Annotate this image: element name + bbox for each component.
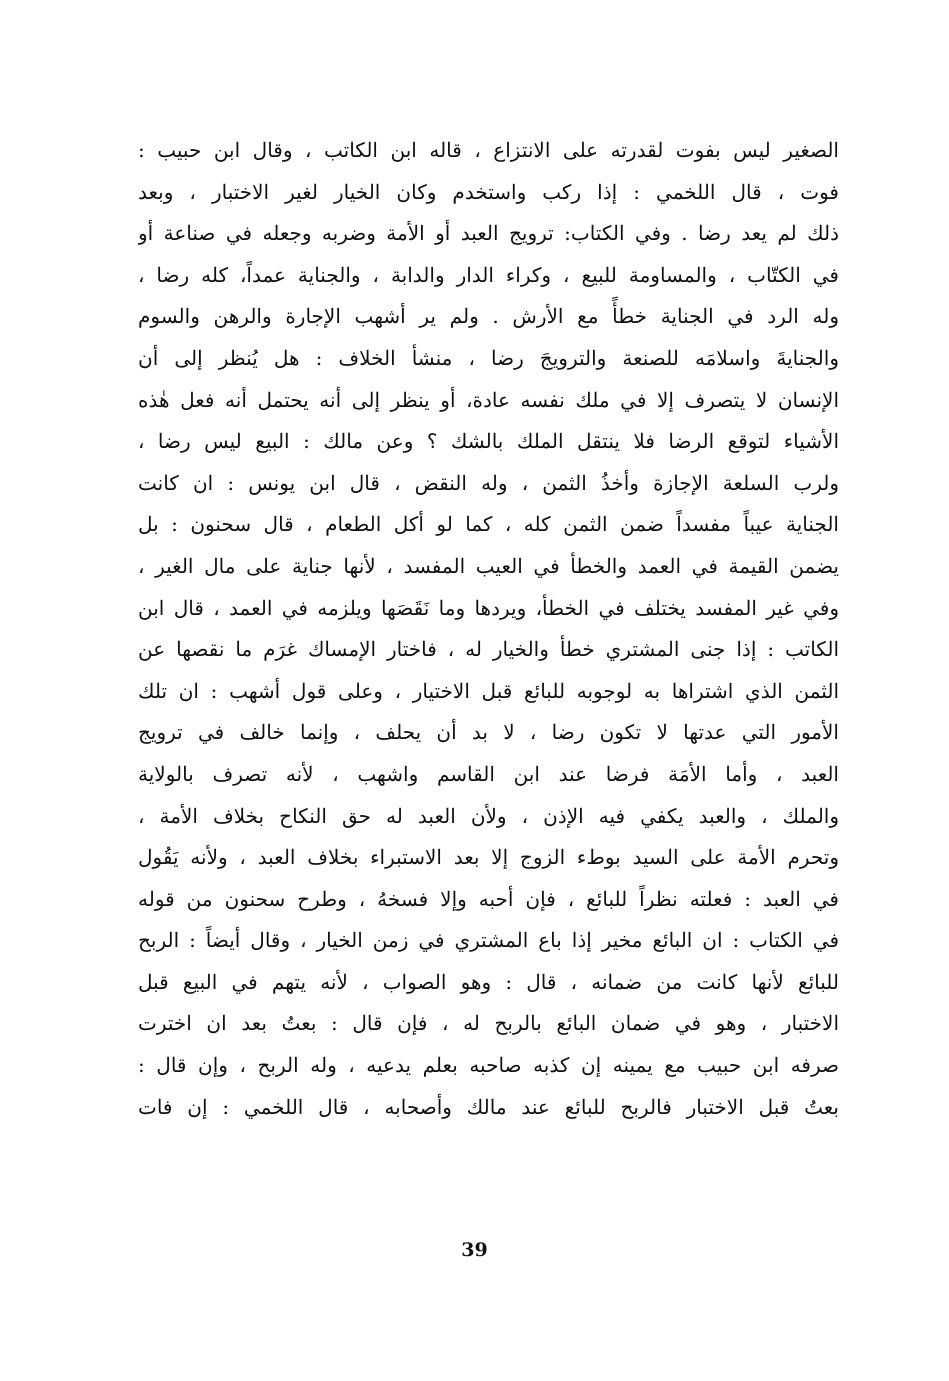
text-line: في الكتاب : ان البائع مخير إذا باع المشتري في زمن الخيار ، وقال أيضاً : الربح (138, 928, 839, 953)
text-line: ذلك لم يعد رضا . وفي الكتاب: ترويج العبد أو الأمة وضربه وجعله في صناعة أو (138, 221, 839, 246)
text-line: العبد ، وأما الأمَة فرضا عند ابن القاسم واشهب ، لأنه تصرف بالولاية (138, 761, 839, 786)
text-line: للبائع لأنها كانت من ضمانه ، قال : وهو الصواب ، لأنه يتهم في البيع قبل (138, 969, 839, 994)
text-line: فوت ، قال اللخمي : إذا ركب واستخدم وكان الخيار لغير الاختبار ، وبعد (138, 179, 839, 204)
text-line: الاختبار ، وهو في ضمان البائع بالربح له ، فإن قال : بعتُ بعد ان اخترت (138, 1011, 839, 1036)
text-line: بعتُ قبل الاختبار فالربح للبائع عند مالك وأصحابه ، قال اللخمي : إن فات (138, 1094, 839, 1119)
text-line: والجنايةَ واسلامَه للصنعة والترويجَ رضا ، منشأ الخلاف : هل يُنظر إلى أن (138, 345, 839, 370)
text-line: والملك ، والعبد يكفي فيه الإذن ، ولأن العبد له حق النكاح بخلاف الأمة ، (138, 803, 839, 828)
text-line: وفي غير المفسد يختلف في الخطأ، ويردها وما نَقَصَها ويلزمه في العمد ، قال ابن (138, 595, 839, 620)
text-line: الصغير ليس بفوت لقدرته على الانتزاع ، قاله ابن الكاتب ، وقال ابن حبيب : (138, 138, 839, 162)
text-line: الأشياء لتوقع الرضا فلا ينتقل الملك بالشك ؟ وعن مالك : البيع ليس رضا ، (138, 429, 839, 454)
text-line: صرفه ابن حبيب مع يمينه إن كذبه صاحبه بعلم يدعيه ، وله الربح ، وإن قال : (138, 1053, 839, 1078)
text-line: الثمن الذي اشتراها به لوجوبه للبائع قبل الاختيار ، وعلى قول أشهب : ان تلك (138, 678, 839, 703)
text-line: وتحرم الأمة على السيد بوطء الزوج إلا بعد الاستبراء بخلاف العبد ، ولأنه يَقُول (138, 845, 839, 870)
body-text (138, 130, 839, 1128)
page-number: 39 (461, 1239, 488, 1261)
text-line: في الكتّاب ، والمساومة للبيع ، وكراء الدار والدابة ، والجناية عمداً، كله رضا ، (138, 262, 839, 287)
text-line: الإنسان لا يتصرف إلا في ملك نفسه عادة، أو ينظر إلى أنه يحتمل أنه فعل هٰذه (138, 387, 839, 412)
text-line: ولرب السلعة الإجازة وأخذُ الثمن ، وله النقض ، قال ابن يونس : ان كانت (138, 470, 839, 495)
text-line: وله الرد في الجناية خطأً مع الأرش . ولم ير أشهب الإجارة والرهن والسوم (138, 304, 839, 329)
text-line: الكاتب : إذا جنى المشتري خطأ والخيار له ، فاختار الإمساك غرَم ما نقصها عن (138, 637, 839, 662)
text-line: في العبد : فعلته نظراً للبائع ، فإن أحبه وإلا فسخهُ ، وطرح سحنون من قوله (138, 886, 839, 911)
text-line: الأمور التي عدتها لا تكون رضا ، لا بد أن يحلف ، وإنما خالف في ترويج (138, 720, 839, 745)
text-line: يضمن القيمة في العمد والخطأ في العيب المفسد ، لأنها جناية على مال الغير ، (138, 553, 839, 578)
text-line: الجناية عيباً مفسداً ضمن الثمن كله ، كما لو أكل الطعام ، قال سحنون : بل (138, 512, 839, 537)
